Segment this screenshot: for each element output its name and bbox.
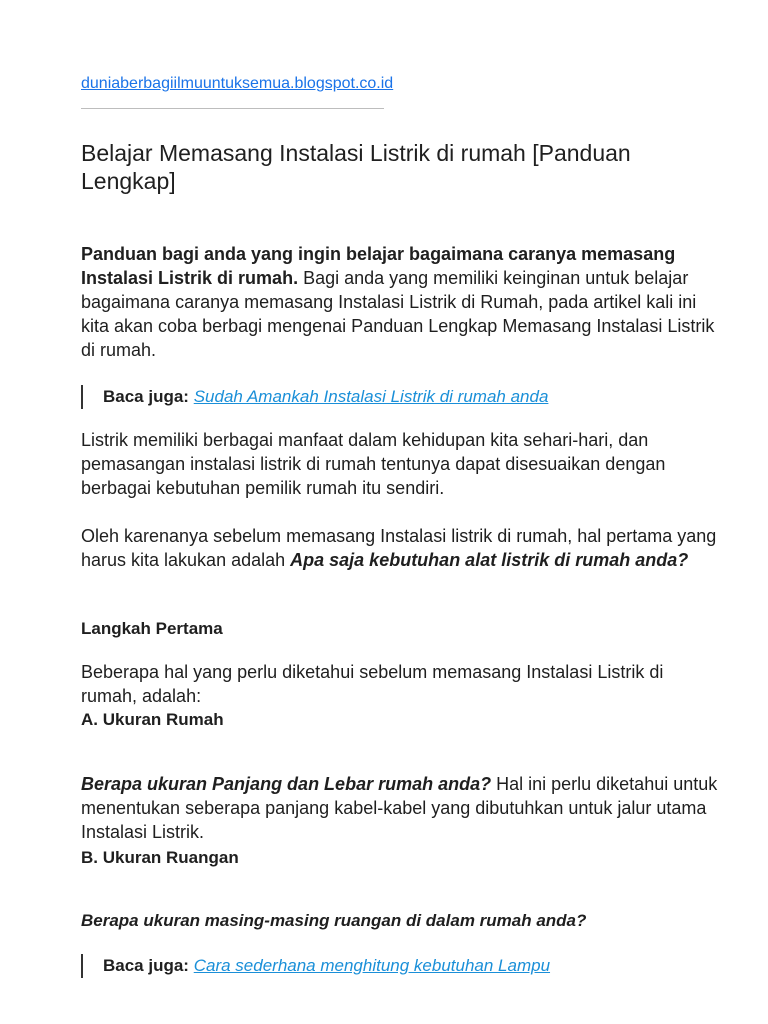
intro-paragraph — [81, 242, 721, 362]
heading-b: B. Ukuran Ruangan — [81, 848, 239, 867]
intro-text: Bagi anda yang memiliki keinginan untuk belajar bagaimana caranya memasang Instalasi Listrik di Rumah, pada artikel kali ini kita akan coba berbagi mengenai Panduan Lengkap Memasang Instalasi Listrik di rumah. — [81, 268, 715, 360]
paragraph-2b-text: Oleh karenanya sebelum memasang Instalasi listrik di rumah, hal pertama yang harus kita lakukan adalah — [81, 526, 717, 570]
heading-a: A. Ukuran Rumah — [81, 710, 224, 729]
read-also-label: Baca juga: — [103, 387, 189, 406]
read-also-link-1[interactable]: Sudah Amankah Instalasi Listrik di rumah anda — [193, 387, 549, 406]
paragraph-2b-emphasis: Apa saja kebutuhan alat listrik di rumah anda? — [290, 550, 689, 570]
site-divider — [81, 108, 384, 109]
heading-step-1: Langkah Pertama — [81, 619, 223, 638]
read-also-block-2 — [81, 954, 721, 978]
article-title: Belajar Memasang Instalasi Listrik di rumah [Panduan Lengkap] — [81, 140, 631, 194]
paragraph-5 — [81, 909, 641, 933]
paragraph-5-emphasis: Berapa ukuran masing-masing ruangan di dalam rumah anda? — [81, 911, 587, 930]
paragraph-4-text: Hal ini perlu diketahui untuk menentukan seberapa panjang kabel-kabel yang dibutuhkan untuk jalur utama Instalasi Listrik. — [81, 774, 718, 842]
intro-bold-text: Panduan bagi anda yang ingin belajar bagaimana caranya memasang Instalasi Listrik di rumah. — [81, 244, 676, 288]
read-also-label: Baca juga: — [103, 956, 189, 975]
paragraph-2a: Listrik memiliki berbagai manfaat dalam kehidupan kita sehari-hari, dan pemasangan instalasi listrik di rumah tentunya dapat disesuaikan dengan berbagai kebutuhan pemilik rumah itu sendiri. — [81, 430, 666, 498]
paragraph-2b — [81, 524, 721, 572]
paragraph-4-emphasis: Berapa ukuran Panjang dan Lebar rumah anda? — [81, 774, 492, 794]
paragraph-4 — [81, 772, 721, 844]
site-url-link[interactable]: duniaberbagiilmuuntuksemua.blogspot.co.id — [81, 75, 394, 92]
read-also-link-2[interactable]: Cara sederhana menghitung kebutuhan Lampu — [193, 956, 551, 975]
read-also-block-1 — [81, 385, 721, 409]
paragraph-3: Beberapa hal yang perlu diketahui sebelum memasang Instalasi Listrik di rumah, adalah: — [81, 662, 664, 706]
